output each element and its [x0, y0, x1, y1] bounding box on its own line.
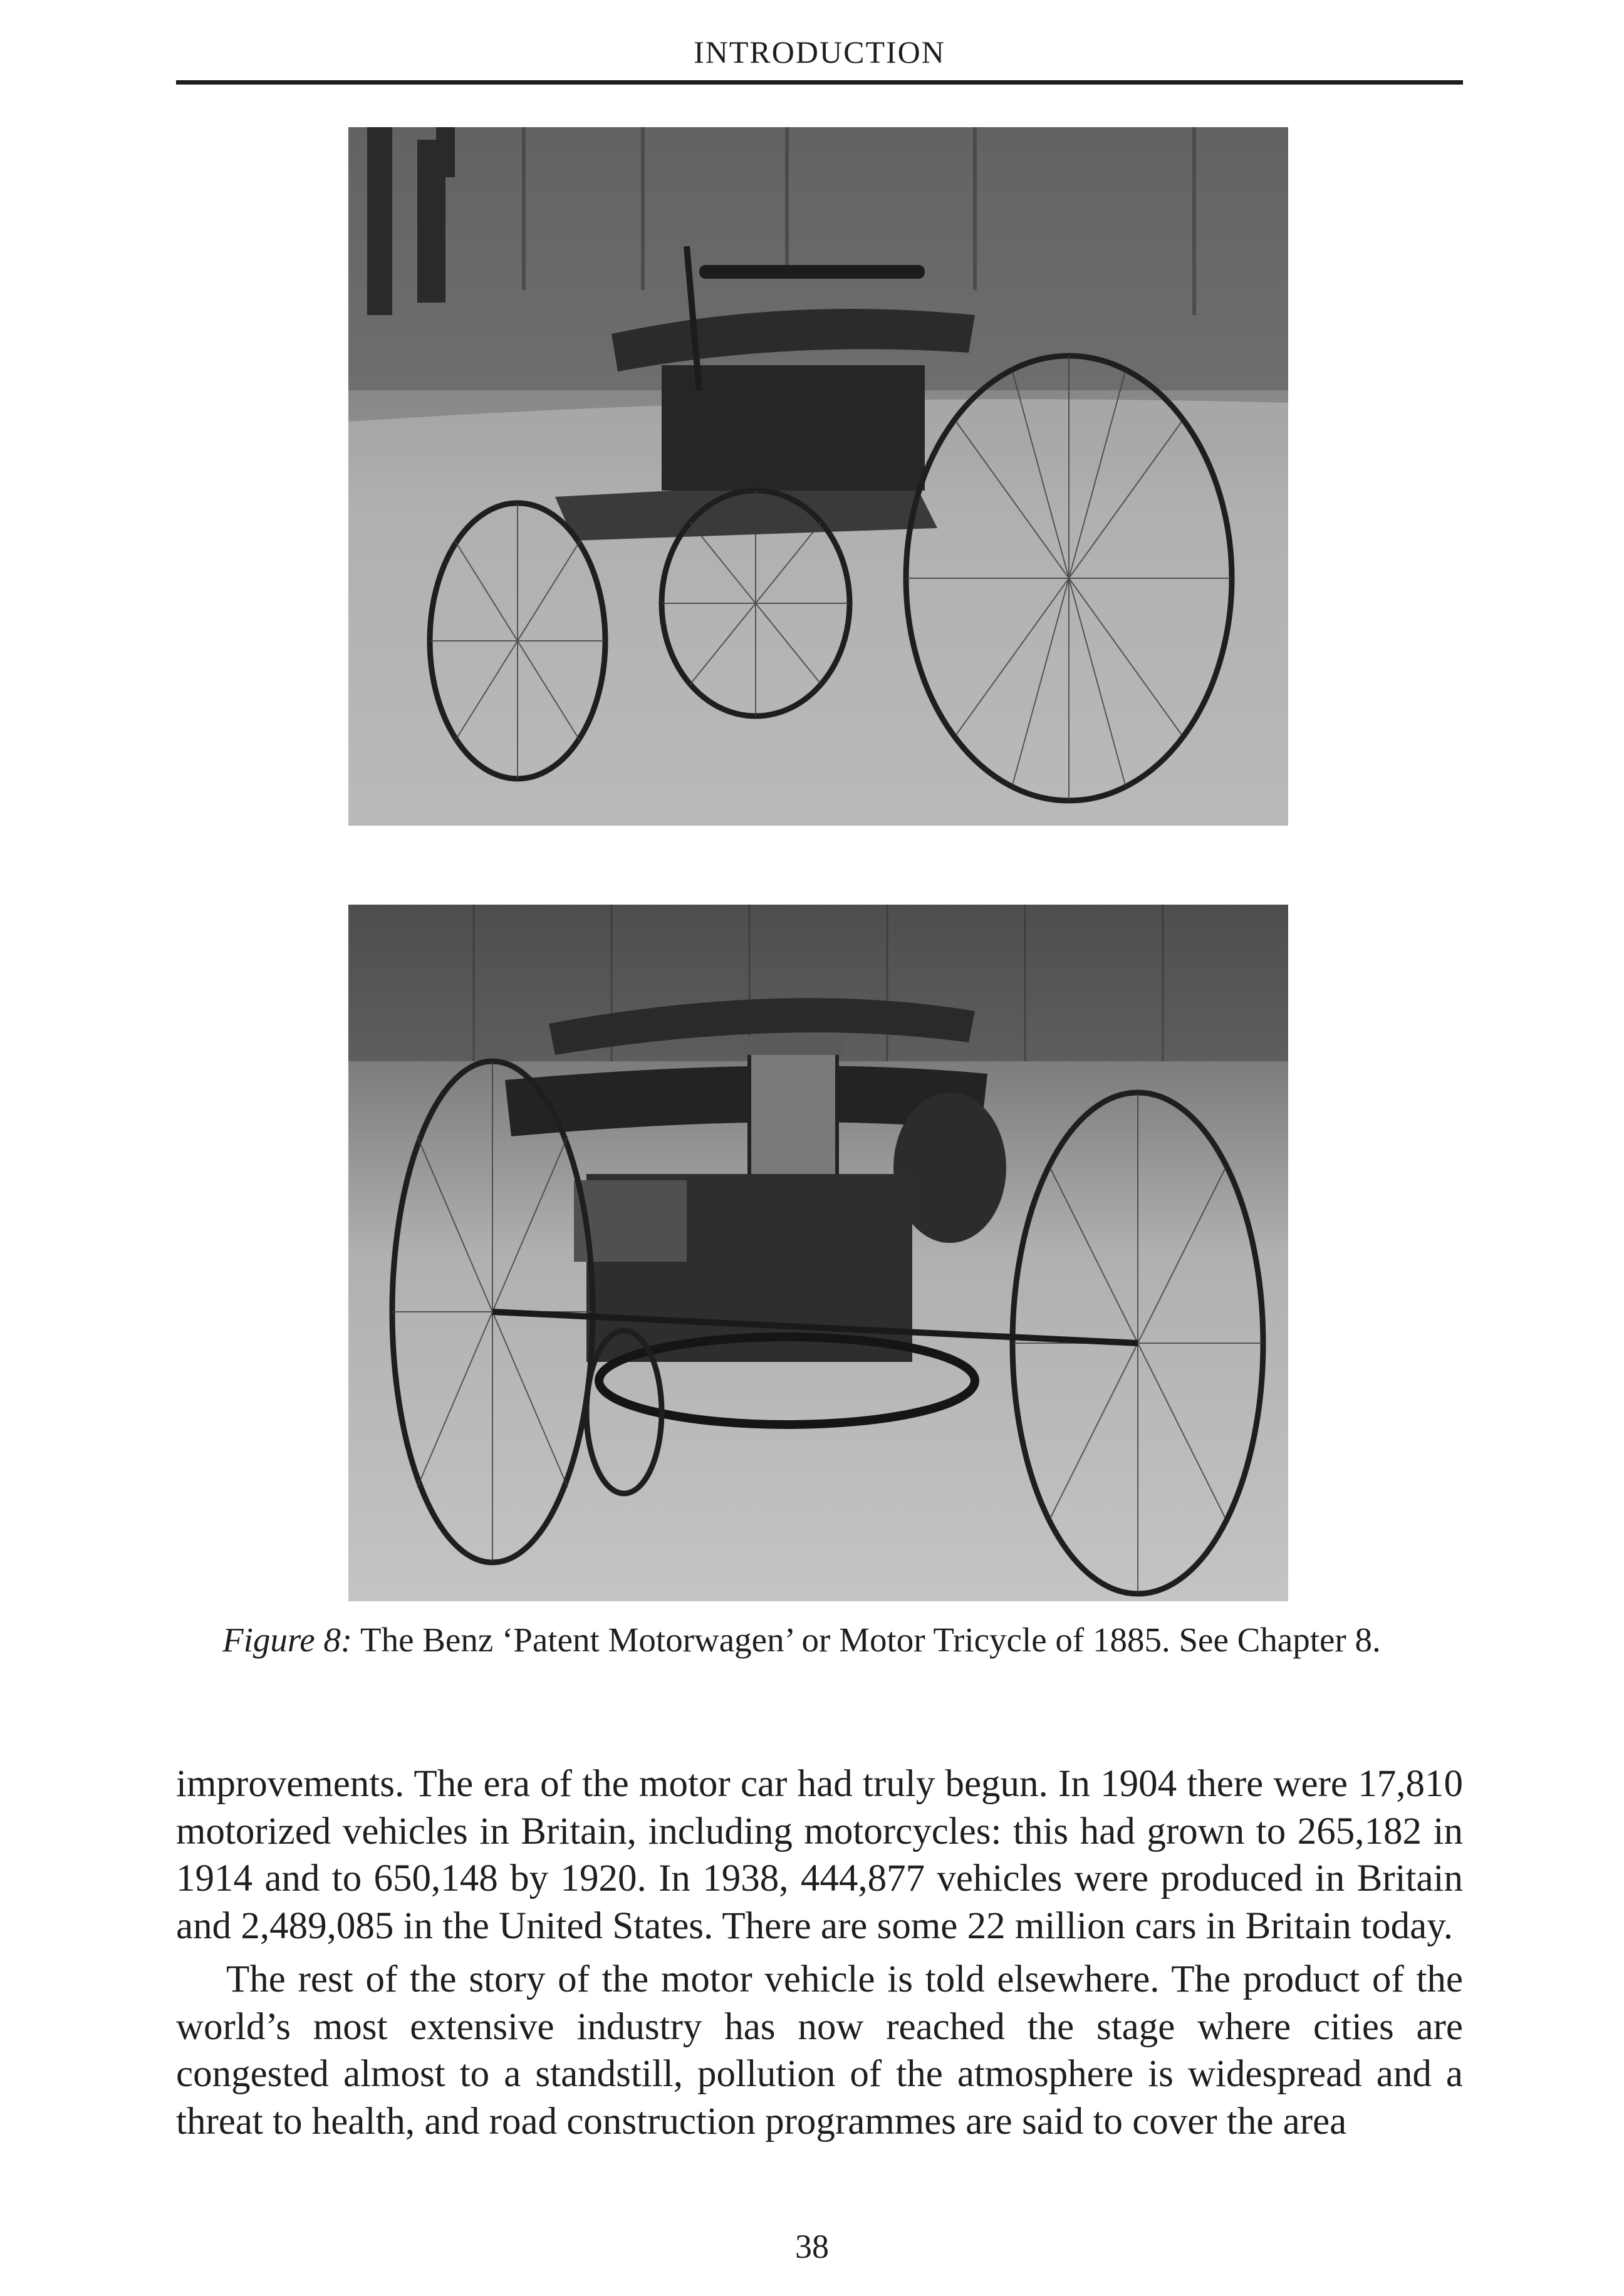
header-rule [176, 80, 1463, 85]
figure-caption [222, 1619, 1416, 1661]
paragraph: The rest of the story of the motor vehicle is told elsewhere. The product of the world’s most extensive industry has now reached the stage where cities are congested almost to a standstill, pollution of the atmosphere is widespread and a threat to health, and road construction programmes are said to cover the area [176, 1958, 1463, 2143]
figure-label: Figure 8: [222, 1621, 353, 1659]
page-number: 38 [795, 2228, 829, 2265]
paragraph: improvements. The era of the motor car had truly begun. In 1904 there were 17,810 motorized vehicles in Britain, including motorcycles: this had grown to 265,182 in 1914 and to 650,148 by 1920. In 1938, 444,877 vehicles were produced in Britain and 2,489,085 in the United States. There are some 22 million cars in Britain today. [176, 1763, 1463, 1947]
running-head: INTRODUCTION [694, 34, 945, 70]
photo-benz-front-view [348, 127, 1288, 826]
photo-benz-rear-view [348, 905, 1288, 1601]
body-text [176, 1760, 1463, 2145]
figure-caption-text: The Benz ‘Patent Motorwagen’ or Motor Tricycle of 1885. See Chapter 8. [352, 1621, 1381, 1659]
